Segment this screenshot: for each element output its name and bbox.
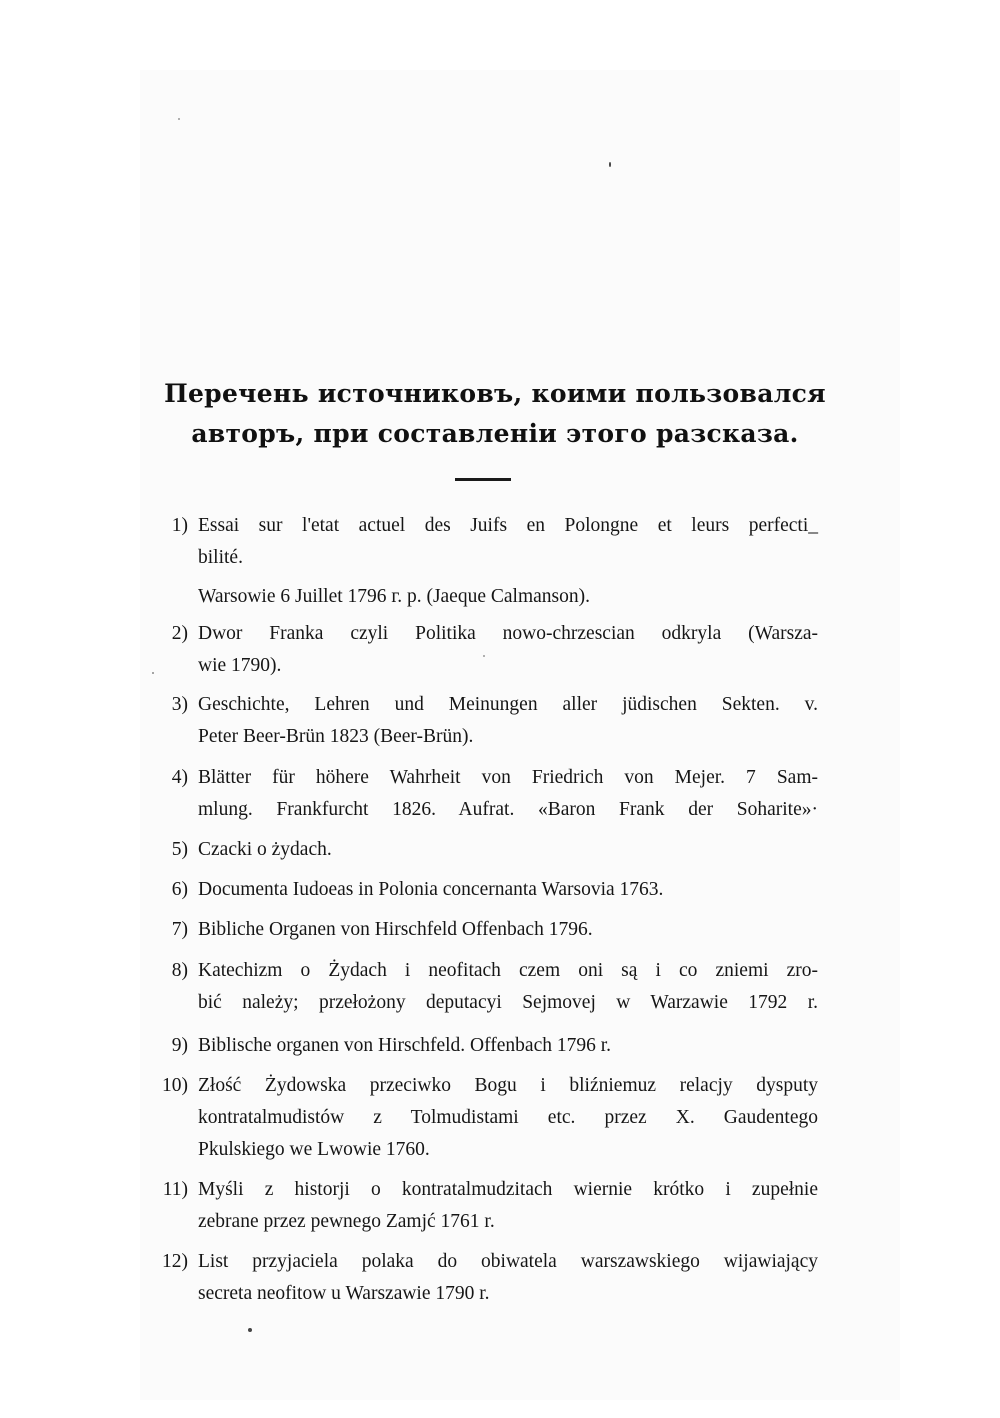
entry-line: Dwor Franka czyli Politika nowo-chrzescian odkryla (Warsza- — [198, 623, 818, 644]
entry-line: mlung. Frankfurcht 1826. Aufrat. «Baron Frank der Soharite»· — [198, 799, 818, 820]
entry-line: Złość Żydowska przeciwko Bogu i bliźniemuz relacjy dysputy — [198, 1075, 818, 1096]
entry-number: 3) — [171, 694, 188, 715]
entry-number: 5) — [171, 839, 188, 860]
entry-number: 12) — [162, 1251, 188, 1272]
entry-line: Bibliche Organen von Hirschfeld Offenbach 1796. — [198, 919, 593, 940]
entry-line: Documenta Iudoeas in Polonia concernanta Warsovia 1763. — [198, 879, 664, 900]
entry-number: 4) — [171, 767, 188, 788]
entry-number: 10) — [162, 1075, 188, 1096]
entry-text — [198, 834, 818, 866]
scan-speck — [178, 118, 180, 120]
entry-line: Pkulskiego we Lwowie 1760. — [198, 1139, 430, 1160]
scan-speck — [152, 672, 154, 674]
entry-text — [198, 1070, 818, 1166]
entry-number: 7) — [171, 919, 188, 940]
entry-line: wie 1790). — [198, 655, 282, 676]
scan-speck — [483, 655, 485, 657]
entry-text — [198, 618, 818, 682]
entry-text — [198, 1174, 818, 1238]
entry-line: bić należy; przełożony deputacyi Sejmovej w Warzawie 1792 r. — [198, 992, 818, 1013]
entry-line: zebrane przez pewnego Zamjć 1761 r. — [198, 1211, 495, 1232]
entry-line: bilité. — [198, 547, 243, 568]
entry-text — [198, 1030, 818, 1062]
title-divider — [455, 478, 511, 481]
entry-line: kontratalmudistów z Tolmudistami etc. przez X. Gaudentego — [198, 1107, 818, 1128]
entry-text — [198, 874, 818, 906]
entry-text — [198, 762, 818, 826]
entry-number: 9) — [171, 1035, 188, 1056]
entry-line: secreta neofitow u Warszawie 1790 r. — [198, 1283, 490, 1304]
scan-speck — [609, 162, 611, 167]
entry-number: 6) — [171, 879, 188, 900]
entry-line: Katechizm o Żydach i neofitach czem oni są i co zniemi zro- — [198, 960, 818, 981]
entry-line: List przyjaciela polaka do obiwatela warszawskiego wijawiający — [198, 1251, 818, 1272]
entry-number: 8) — [171, 960, 188, 981]
entry-number: 1) — [171, 515, 188, 536]
entry-number: 11) — [162, 1179, 188, 1200]
page-title — [150, 374, 840, 454]
scan-speck — [248, 1328, 252, 1332]
entry-line: Myśli z historji o kontratalmudzitach wiernie krótko i zupełnie — [198, 1179, 818, 1200]
entry-text — [198, 689, 818, 753]
title-line-1: Перечень источниковъ, коими пользовался — [164, 379, 826, 408]
title-line-2: авторъ, при составленіи этого разсказа. — [191, 419, 799, 448]
entry-line: Blätter für höhere Wahrheit von Friedrich von Mejer. 7 Sam- — [198, 767, 818, 788]
entry-line: Warsowie 6 Juillet 1796 г. p. (Jaeque Calmanson). — [198, 586, 590, 607]
entry-text — [198, 510, 818, 613]
entry-text — [198, 914, 818, 946]
entry-number: 2) — [171, 623, 188, 644]
entry-line: Peter Beer-Brün 1823 (Beer-Brün). — [198, 726, 474, 747]
entry-text — [198, 1246, 818, 1310]
entry-line: Czacki o żydach. — [198, 839, 332, 860]
entry-line: Biblische organen von Hirschfeld. Offenbach 1796 r. — [198, 1035, 612, 1056]
entry-line: Geschichte, Lehren und Meinungen aller jüdischen Sekten. v. — [198, 694, 818, 715]
entry-text — [198, 955, 818, 1019]
entry-line: Essai sur l'etat actuel des Juifs en Polongne et leurs perfecti_ — [198, 515, 818, 536]
